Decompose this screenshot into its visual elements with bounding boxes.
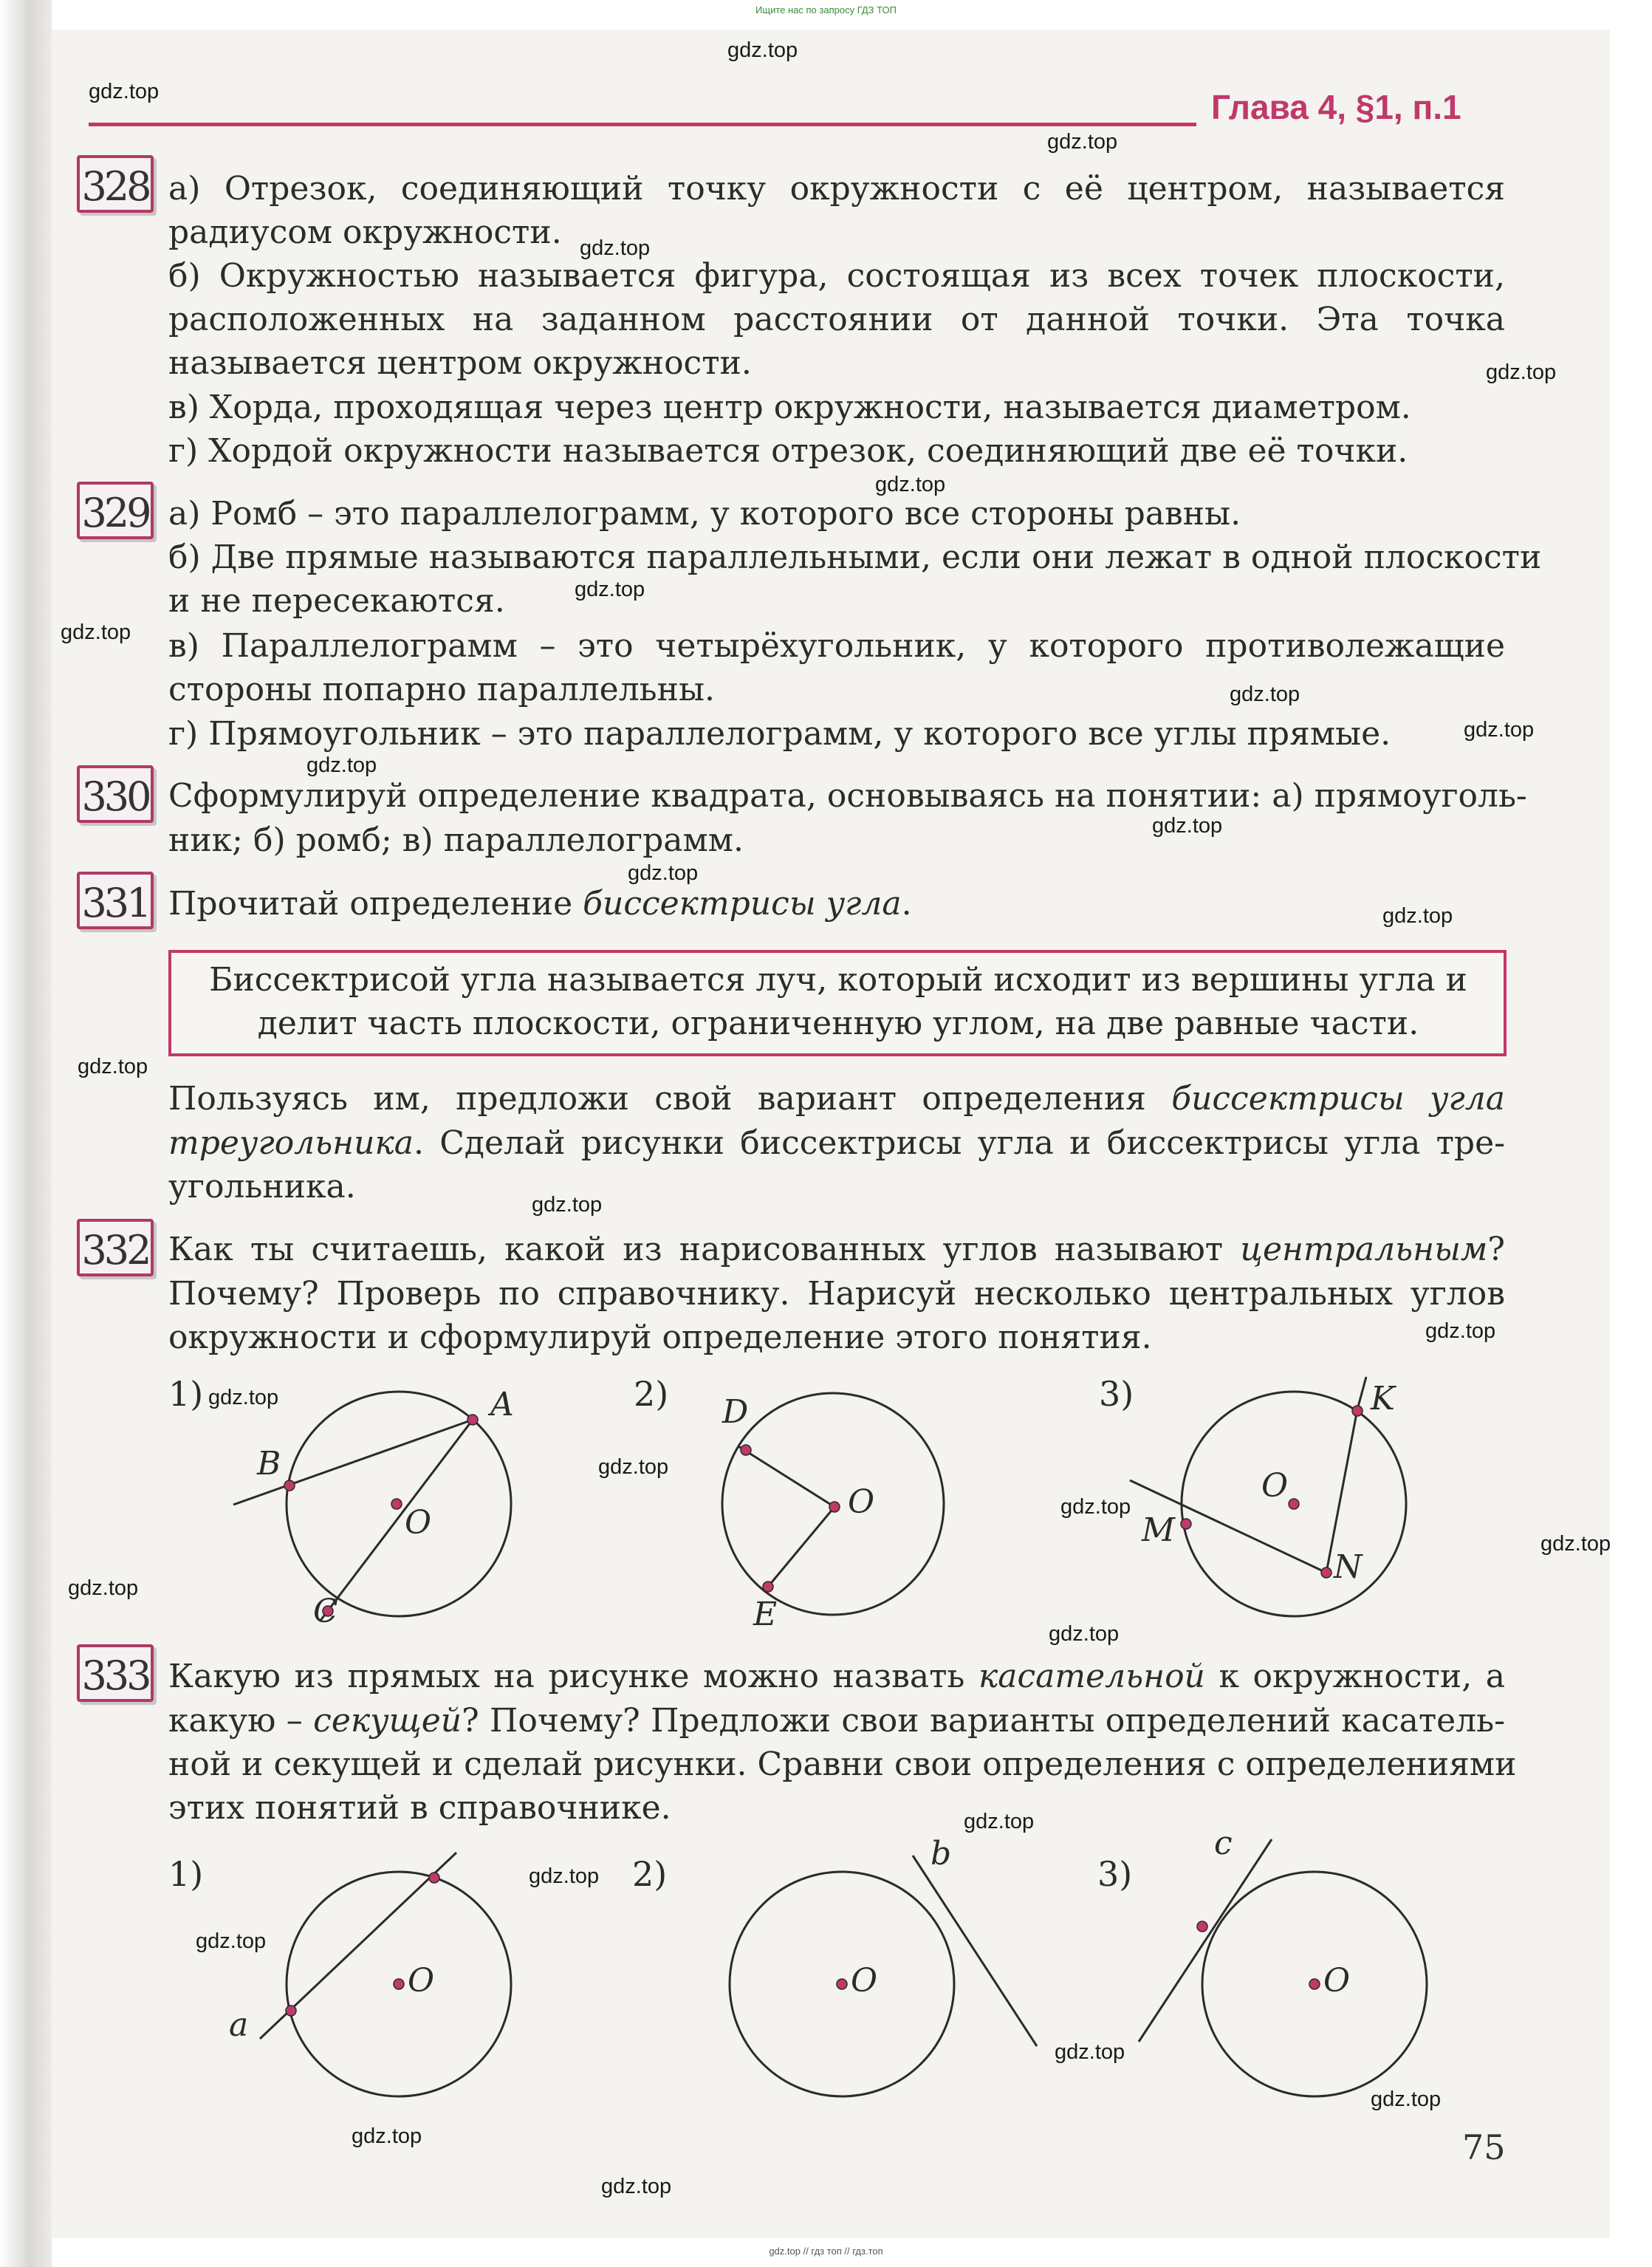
point-label-b: B: [257, 1445, 281, 1483]
text-line: окружности и сформулируй определение этого понятия.: [168, 1319, 1152, 1356]
point-o: [837, 1979, 847, 1989]
text-line: г) Хордой окружности называется отрезок, соединяющий две её точки.: [168, 432, 1408, 470]
text-line: в) Хорда, проходящая через центр окружности, называется диаметром.: [168, 389, 1411, 426]
figure-label: 1): [168, 1854, 204, 1894]
point-label-c: C: [313, 1593, 338, 1630]
text-italic: биссектрисы угла: [1171, 1080, 1505, 1118]
line-label-a: a: [229, 2006, 249, 2044]
watermark: gdz.top: [1230, 683, 1300, 706]
text-line: ной и секущей и сделай рисунки. Сравни свои определения с определениями: [168, 1745, 1517, 1783]
text-line: а) Отрезок, соединяющий точку окружности с её центром, называется: [168, 170, 1505, 208]
definition-line: Биссектрисой угла называется луч, который исходит из вершины угла и: [209, 961, 1467, 999]
text-line: б) Окружностью называется фигура, состоящая из всех точек плоскости,: [168, 257, 1505, 295]
watermark: gdz.top: [575, 578, 645, 601]
task-number-332: 332: [77, 1219, 154, 1276]
watermark: gdz.top: [196, 1929, 267, 1953]
watermark: gdz.top: [1049, 1622, 1120, 1646]
chapter-heading: Глава 4, §1, п.1: [1211, 88, 1461, 126]
task-number-330: 330: [77, 765, 154, 823]
watermark: gdz.top: [1425, 1319, 1496, 1343]
point-label-e: E: [753, 1596, 778, 1633]
watermark: gdz.top: [1152, 814, 1223, 838]
watermark: gdz.top: [727, 38, 798, 62]
definition-line: делит часть плоскости, ограниченную углом, на две равные части.: [257, 1005, 1419, 1042]
watermark: gdz.top: [875, 473, 946, 496]
text-line: угольника.: [168, 1168, 356, 1206]
watermark: gdz.top: [529, 1864, 600, 1888]
text-italic: треугольника: [168, 1124, 414, 1162]
text-line: расположенных на заданном расстоянии от данной точки. Эта точка: [168, 301, 1505, 338]
text-line: Сформулируй определение квадрата, основываясь на понятии: а) прямоуголь-: [168, 777, 1527, 815]
figure-label: 1): [168, 1374, 204, 1414]
text-italic: центральным: [1240, 1231, 1488, 1268]
text-line: б) Две прямые называются параллельными, если они лежат в одной плоскости: [168, 538, 1542, 576]
top-banner-text: Ищите нас по запросу ГДЗ ТОП: [755, 4, 897, 16]
point-label-a: A: [490, 1386, 514, 1423]
point-label-o: O: [851, 1962, 878, 2000]
tangent-point: [1197, 1921, 1207, 1932]
intersection-point: [286, 2006, 296, 2016]
task-number-329: 329: [77, 482, 154, 539]
watermark: gdz.top: [580, 236, 651, 260]
text-plain: Какую из прямых на рисунке можно назвать: [168, 1658, 978, 1695]
task-number-331: 331: [77, 872, 154, 929]
line-label-c: c: [1214, 1825, 1233, 1862]
line-label-b: b: [930, 1835, 952, 1873]
watermark: gdz.top: [78, 1055, 148, 1078]
point-label-d: D: [722, 1393, 749, 1431]
watermark: gdz.top: [306, 753, 377, 777]
task-number-333: 333: [77, 1644, 154, 1702]
text-plain: ? Почему? Предложи свои варианты определений касатель-: [462, 1702, 1505, 1740]
text-line: называется центром окружности.: [168, 344, 752, 382]
watermark: gdz.top: [628, 861, 699, 885]
point-label-o: O: [848, 1483, 875, 1521]
bottom-banner-text: gdz.top // гдз топ // гдз.топ: [769, 2246, 883, 2257]
text-line: Почему? Проверь по справочнику. Нарисуй несколько центральных углов: [168, 1275, 1505, 1313]
watermark: gdz.top: [1464, 718, 1535, 742]
watermark: gdz.top: [598, 1455, 669, 1479]
text-line: этих понятий в справочнике.: [168, 1789, 671, 1827]
watermark: gdz.top: [208, 1386, 279, 1409]
text-line: стороны попарно параллельны.: [168, 671, 715, 708]
watermark: gdz.top: [68, 1576, 139, 1600]
point-label-k: K: [1371, 1380, 1395, 1418]
text-plain: какую –: [168, 1702, 314, 1740]
watermark: gdz.top: [1047, 130, 1118, 154]
text-plain: Прочитай определение: [168, 885, 583, 923]
figure-label: 3): [1099, 1374, 1134, 1414]
text-plain: Как ты считаешь, какой из нарисованных углов называют: [168, 1231, 1241, 1268]
text-line: и не пересекаются.: [168, 582, 505, 620]
text-line: а) Ромб – это параллелограмм, у которого все стороны равны.: [168, 495, 1241, 533]
watermark: gdz.top: [89, 80, 160, 103]
text-plain: к окружности, а: [1204, 1658, 1505, 1695]
figure-label: 2): [634, 1374, 669, 1414]
point-o: [394, 1979, 404, 1989]
task-number-328: 328: [77, 155, 154, 213]
text-plain: Пользуясь им, предложи свой вариант определения: [168, 1080, 1172, 1118]
text-line: ник; б) ромб; в) параллелограмм.: [168, 821, 744, 859]
text-line: г) Прямоугольник – это параллелограмм, у которого все углы прямые.: [168, 715, 1391, 753]
text-italic: касательной: [978, 1658, 1205, 1695]
point-label-o: O: [405, 1504, 432, 1542]
watermark: gdz.top: [352, 2124, 422, 2148]
watermark: gdz.top: [1060, 1495, 1131, 1519]
watermark: gdz.top: [1540, 1532, 1611, 1556]
figure-label: 3): [1097, 1854, 1133, 1894]
text-italic: секущей: [313, 1702, 462, 1740]
watermark: gdz.top: [964, 1810, 1035, 1833]
point-label-o: O: [408, 1962, 435, 2000]
point-label-o: O: [1261, 1467, 1289, 1505]
figure-label: 2): [632, 1854, 668, 1894]
watermark: gdz.top: [1486, 360, 1557, 384]
text-line: радиусом окружности.: [168, 213, 562, 251]
point-label-o: O: [1323, 1962, 1351, 2000]
watermark: gdz.top: [61, 620, 131, 644]
point-label-m: M: [1142, 1511, 1176, 1549]
text-plain: .: [901, 885, 912, 923]
point-label-n: N: [1334, 1548, 1363, 1586]
text-plain: . Сделай рисунки биссектрисы угла и биссектрисы угла тре-: [413, 1124, 1505, 1162]
line-b: [913, 1856, 1037, 2046]
watermark: gdz.top: [1055, 2040, 1125, 2064]
point-o: [1309, 1979, 1320, 1989]
text-plain: ?: [1487, 1231, 1505, 1268]
intersection-point: [429, 1873, 439, 1883]
text-italic: биссектрисы угла: [583, 885, 902, 923]
page-number: 75: [1462, 2127, 1506, 2167]
watermark: gdz.top: [1371, 2088, 1442, 2111]
watermark: gdz.top: [532, 1193, 603, 1217]
watermark: gdz.top: [601, 2175, 672, 2198]
text-line: в) Параллелограмм – это четырёхугольник, у которого противолежащие: [168, 627, 1505, 665]
watermark: gdz.top: [1382, 904, 1453, 928]
